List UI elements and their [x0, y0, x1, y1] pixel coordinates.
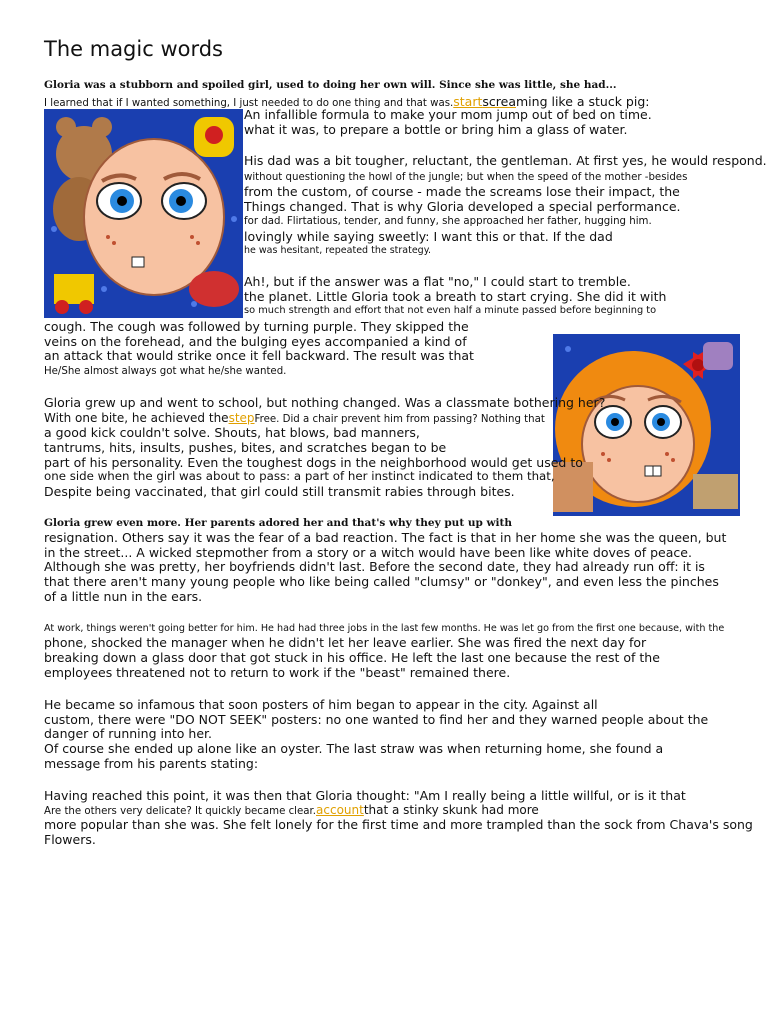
text-line: the planet. Little Gloria took a breath to start crying. She did it with	[244, 289, 667, 304]
text-line: for dad. Flirtatious, tender, and funny, she approached her father, hugging him.	[244, 216, 652, 227]
gloria-baby-illustration	[44, 109, 243, 318]
text-line: Gloria grew up and went to school, but nothing changed. Was a classmate bothering her?	[44, 395, 606, 410]
text-line: message from his parents stating:	[44, 756, 259, 771]
text-line: he was hesitant, repeated the strategy.	[244, 245, 431, 256]
text-line: of a little nun in the ears.	[44, 589, 203, 604]
gloria-girl-illustration	[553, 334, 740, 516]
highlight-start: start	[453, 94, 483, 109]
text-line: Having reached this point, it was then that Gloria thought: "Am I really being a little willful, or is it that	[44, 788, 686, 803]
text-line: in the street... A wicked stepmother from a story or a witch would have been like white doves of peace.	[44, 545, 692, 560]
girl-face-icon	[553, 334, 740, 516]
text-line: Flowers.	[44, 832, 96, 847]
text-segment: Free. Did a chair prevent him from passing? Nothing that	[254, 414, 545, 425]
text-line: He/She almost always got what he/she wanted.	[44, 366, 287, 377]
page-title: The magic words	[44, 37, 224, 61]
text-line: what it was, to prepare a bottle or bring him a glass of water.	[244, 122, 628, 137]
text-line: An infallible formula to make your mom jump out of bed on time.	[244, 107, 652, 122]
text-line: employees threatened not to return to work if the "beast" remained there.	[44, 665, 511, 680]
text-line: without questioning the howl of the jungle; but when the speed of the mother -besides	[244, 172, 688, 183]
paragraph-3-lead: Gloria grew even more. Her parents adored her and that's why they put up with	[44, 517, 512, 529]
text-line: veins on the forehead, and the bulging eyes accompanied a kind of	[44, 334, 467, 349]
text-line: part of his personality. Even the toughest dogs in the neighborhood would get used to	[44, 455, 583, 470]
text-line: custom, there were "DO NOT SEEK" posters: no one wanted to find her and they warned people about the	[44, 712, 709, 727]
text-line: a good kick couldn't solve. Shouts, hat blows, bad manners,	[44, 425, 420, 440]
text-line: breaking down a glass door that got stuck in his office. He left the last one because the rest of the	[44, 650, 660, 665]
text-line: His dad was a bit tougher, reluctant, the gentleman. At first yes, he would respond.	[244, 153, 767, 168]
text-line: one side when the girl was about to pass: a part of her instinct indicated to them that,	[44, 469, 555, 483]
text-line: Despite being vaccinated, that girl could still transmit rabies through bites.	[44, 484, 515, 499]
text-line: lovingly while saying sweetly: I want this or that. If the dad	[244, 229, 613, 244]
text-line: danger of running into her.	[44, 726, 212, 741]
text-segment: Are the others very delicate? It quickly became clear.	[44, 806, 317, 817]
text-segment: ming like a stuck pig:	[516, 94, 650, 109]
text-line: that there aren't many young people who like being called "clumsy" or "donkey", and even less the pinches	[44, 574, 719, 589]
text-segment: With one bite, he achieved the	[44, 411, 229, 425]
paragraph-1-lead: Gloria was a stubborn and spoiled girl, used to doing her own will. Since she was little, she had...	[44, 79, 617, 91]
baby-girl-face-icon	[44, 109, 243, 318]
text-segment: I learned that if I wanted something, I just needed to do one thing and that was.	[44, 98, 454, 109]
text-segment: that a stinky skunk had more	[363, 803, 539, 817]
text-line: resignation. Others say it was the fear of a bad reaction. The fact is that in her home she was the queen, but	[44, 530, 727, 545]
text-line: from the custom, of course - made the screams lose their impact, the	[244, 184, 680, 199]
text-line: Of course she ended up alone like an oyster. The last straw was when returning home, she found a	[44, 741, 664, 756]
text-line: At work, things weren't going better for him. He had had three jobs in the last few months. He was let go from the first one because, with the	[44, 623, 725, 634]
text-line: tantrums, hits, insults, pushes, bites, and scratches began to be	[44, 440, 447, 455]
text-line: He became so infamous that soon posters of him began to appear in the city. Against all	[44, 697, 598, 712]
text-line: Ah!, but if the answer was a flat "no," I could start to tremble.	[244, 274, 631, 289]
text-line: so much strength and effort that not even half a minute passed before beginning to	[244, 305, 657, 316]
text-line: an attack that would strike once it fell backward. The result was that	[44, 348, 474, 363]
text-line: Although she was pretty, her boyfriends didn't last. Before the second date, they had already run off: it is	[44, 559, 705, 574]
text-line: more popular than she was. She felt lonely for the first time and more trampled than the sock from Chava's song	[44, 817, 753, 832]
text-line: Things changed. That is why Gloria developed a special performance.	[244, 199, 681, 214]
highlight-step: step	[228, 411, 255, 425]
highlight-account: account	[316, 803, 364, 817]
highlight-scream: screa	[482, 94, 516, 109]
text-line: phone, shocked the manager when he didn't let her leave earlier. She was fired the next day for	[44, 635, 647, 650]
text-line: cough. The cough was followed by turning purple. They skipped the	[44, 319, 469, 334]
